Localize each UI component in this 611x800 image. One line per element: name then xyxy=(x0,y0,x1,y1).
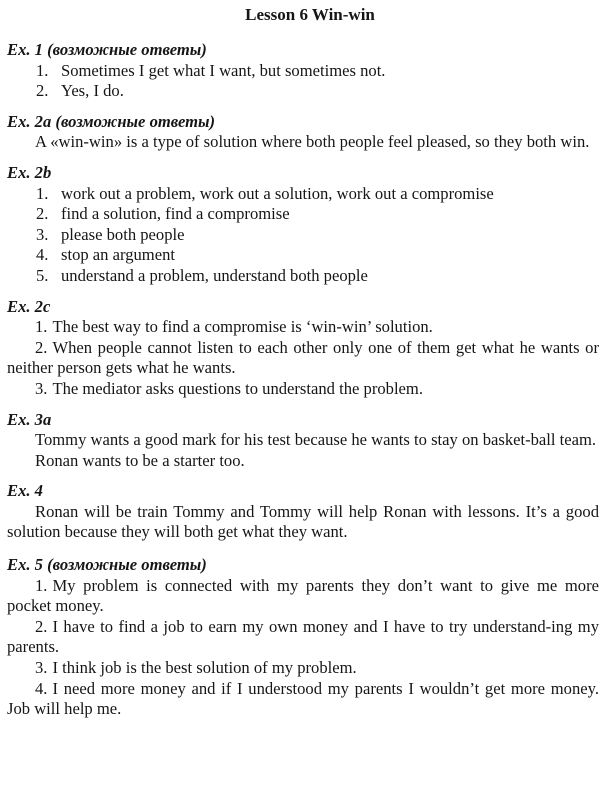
list-item xyxy=(7,61,599,82)
exercise-1-heading xyxy=(7,40,599,61)
document-page xyxy=(7,4,599,730)
exercise-4-label: Ex. 4 xyxy=(7,481,43,501)
item-number: 1. xyxy=(36,183,49,203)
item-number: 4. xyxy=(36,245,49,265)
item-text: please both people xyxy=(61,224,185,244)
exercise-4-text: Ronan will be train Tommy and Tommy will help Ronan with lessons. It’s a good solution because they will both get what they want. xyxy=(7,501,599,542)
exercise-2a xyxy=(7,112,599,153)
exercise-4 xyxy=(7,481,599,543)
exercise-5-label: Ex. 5 xyxy=(7,555,43,575)
item-text: stop an argument xyxy=(61,245,175,265)
item-number: 3. xyxy=(35,378,48,398)
exercise-3a-paragraph-2: Ronan wants to be a starter too. xyxy=(35,450,245,470)
item-number: 5. xyxy=(36,265,49,285)
list-item xyxy=(7,81,599,102)
item-number: 3. xyxy=(36,224,49,244)
item-text: The mediator asks questions to understand the problem. xyxy=(52,378,423,398)
list-item xyxy=(7,679,599,720)
exercise-1-label: Ex. 1 xyxy=(7,40,43,59)
exercise-2c-heading xyxy=(7,297,599,318)
exercise-1 xyxy=(7,40,599,102)
item-text: When people cannot listen to each other only one of them get what he wants or neither person gets what he wants. xyxy=(7,337,599,378)
list-item xyxy=(7,338,599,379)
item-number: 2. xyxy=(36,204,49,224)
item-text: I have to find a job to earn my own money and I have to try understand-ing my parents. xyxy=(7,616,599,657)
item-number: 2. xyxy=(35,337,48,357)
exercise-3a-heading xyxy=(7,410,599,431)
item-text: Sometimes I get what I want, but sometimes not. xyxy=(61,60,386,80)
item-text: understand a problem, understand both people xyxy=(61,265,368,285)
exercise-3a-label: Ex. 3a xyxy=(7,409,52,429)
exercise-2b-heading xyxy=(7,163,599,184)
exercise-5-list xyxy=(7,576,599,720)
item-number: 4. xyxy=(35,678,48,698)
exercise-2b xyxy=(7,163,599,287)
exercise-1-note: (возможные ответы) xyxy=(47,40,207,59)
exercise-1-list xyxy=(7,61,599,102)
exercise-4-heading xyxy=(7,481,599,502)
list-item xyxy=(7,576,599,617)
item-number: 1. xyxy=(35,575,48,595)
list-item xyxy=(7,658,599,679)
item-text: Yes, I do. xyxy=(61,81,124,101)
exercise-5 xyxy=(7,555,599,720)
item-number: 2. xyxy=(36,81,49,101)
exercise-2c xyxy=(7,297,599,400)
exercise-2a-heading xyxy=(7,112,599,133)
item-text: I think job is the best solution of my problem. xyxy=(52,658,357,678)
page-title: Lesson 6 Win-win xyxy=(245,5,375,24)
item-number: 3. xyxy=(35,658,48,678)
exercise-3a-paragraph-1: Tommy wants a good mark for his test because he wants to stay on basket-ball team. xyxy=(35,430,597,450)
list-item xyxy=(7,225,599,246)
list-item xyxy=(7,317,599,338)
exercise-2a-note: (возможные ответы) xyxy=(55,111,216,131)
list-item xyxy=(7,379,599,400)
item-number: 1. xyxy=(36,60,49,80)
exercise-2b-list xyxy=(7,184,599,287)
item-number: 1. xyxy=(35,317,48,337)
exercise-5-note: (возможные ответы) xyxy=(47,555,207,575)
exercise-2c-label: Ex. 2c xyxy=(7,296,51,316)
item-text: My problem is connected with my parents they don’t want to give me more pocket money. xyxy=(7,575,599,616)
exercise-2c-list xyxy=(7,317,599,399)
exercise-2b-label: Ex. 2b xyxy=(7,162,52,182)
item-text: I need more money and if I understood my parents I wouldn’t get more money. Job will help me. xyxy=(7,678,599,719)
item-text: find a solution, find a compromise xyxy=(61,204,290,224)
list-item xyxy=(7,266,599,287)
list-item xyxy=(7,184,599,205)
item-text: work out a problem, work out a solution, work out a compromise xyxy=(61,183,494,203)
exercise-2a-label: Ex. 2a xyxy=(7,111,52,131)
list-item xyxy=(7,245,599,266)
item-text: The best way to find a compromise is ‘win-win’ solution. xyxy=(52,317,433,337)
exercise-3a xyxy=(7,410,599,472)
exercise-2a-text: A «win-win» is a type of solution where both people feel pleased, so they both win. xyxy=(35,132,590,152)
exercise-5-heading xyxy=(7,555,599,576)
item-number: 2. xyxy=(35,616,48,636)
list-item xyxy=(7,204,599,225)
list-item xyxy=(7,617,599,658)
